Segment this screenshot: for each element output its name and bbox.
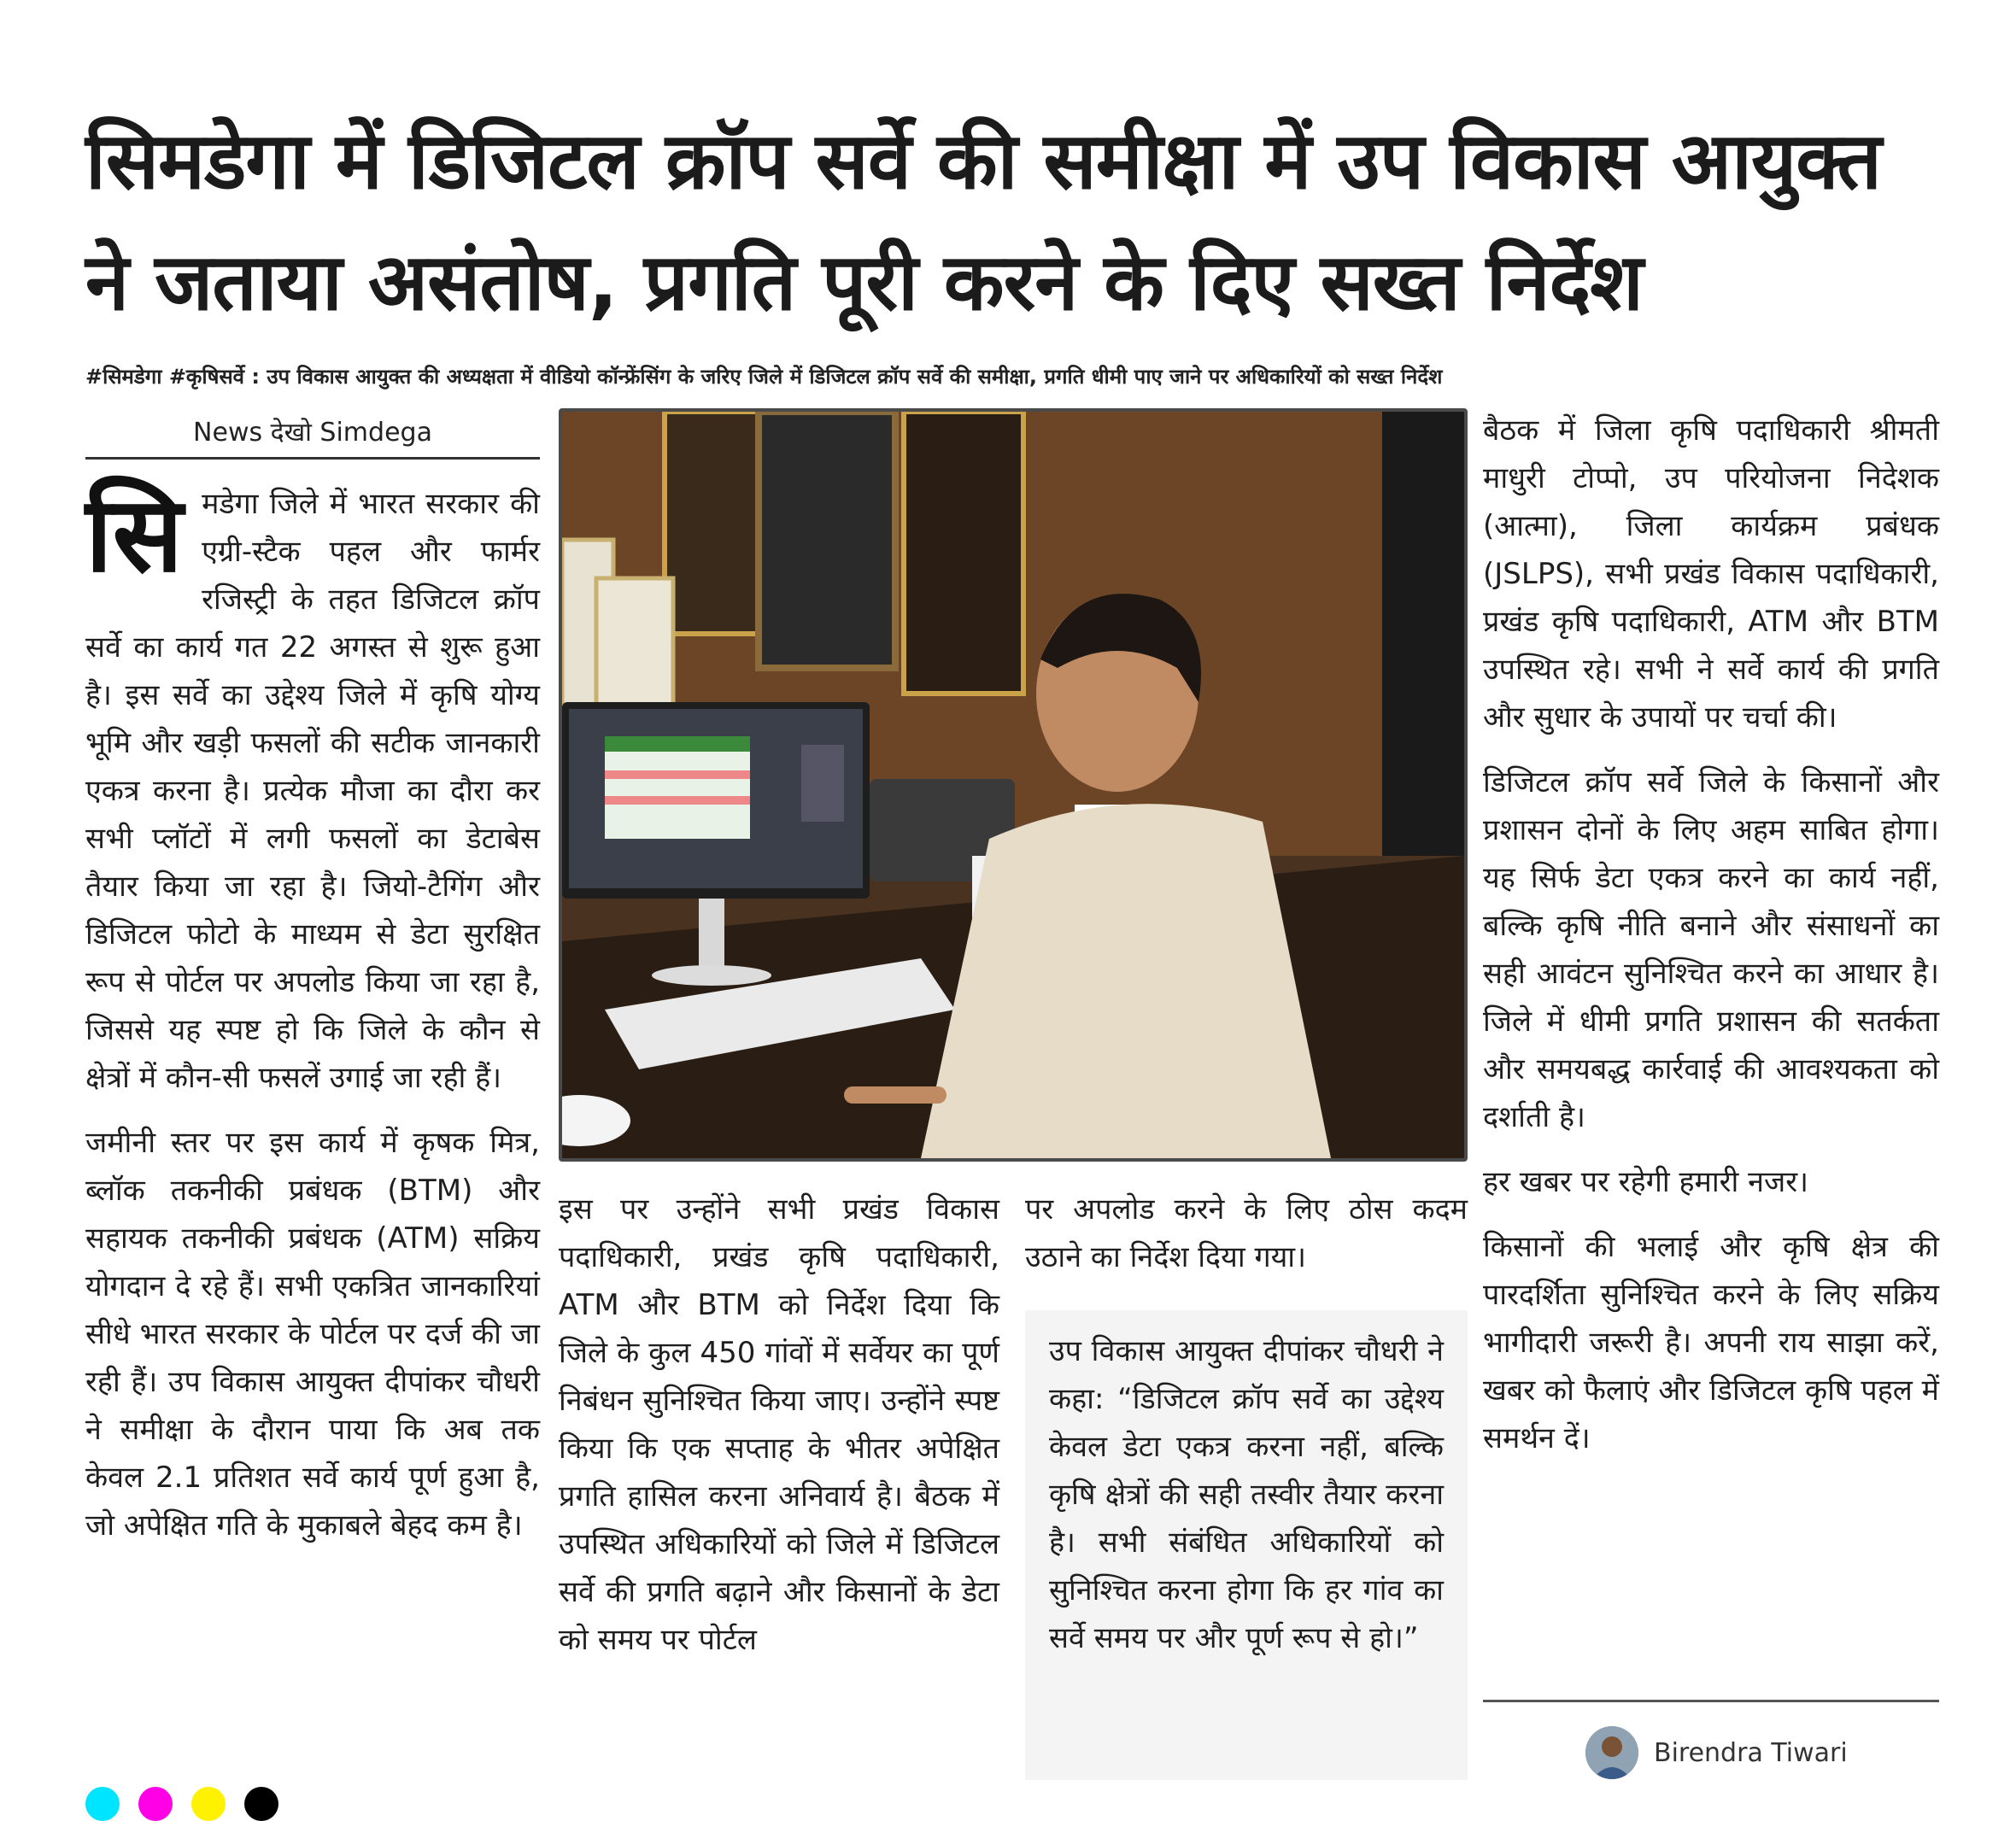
- col4-paragraph-1: बैठक में जिला कृषि पदाधिकारी श्रीमती माधुरी टोप्पो, उप परियोजना निदेशक (आत्मा), जिला कार्यक्रम प्रबंधक (JSLPS), सभी प्रखंड विकास पदाधिकारी, प्रखंड कृषि पदाधिकारी, ATM और BTM उपस्थित रहे। सभी ने सर्वे कार्य की प्रगति और सुधार के उपायों पर चर्चा की।: [1483, 413, 1939, 735]
- column-1: [85, 474, 540, 1566]
- quote-text: उप विकास आयुक्त दीपांकर चौधरी ने कहा: “डिजिटल क्रॉप सर्वे का उद्देश्य केवल डेटा एकत्र करना नहीं, बल्कि कृषि क्षेत्रों की सही तस्वीर तैयार करना है। सभी संबंधित अधिकारियों को सुनिश्चित करना होगा कि हर गांव का सर्वे समय पर और पूर्ण रूप से हो।”: [1049, 1334, 1444, 1655]
- column-4: [1483, 407, 1939, 1479]
- headline: [85, 101, 1948, 343]
- drop-cap: सि: [85, 474, 184, 595]
- col2-paragraph-1: इस पर उन्होंने सभी प्रखंड विकास पदाधिकारी, प्रखंड कृषि पदाधिकारी, ATM और BTM को निर्देश दिया कि जिले के कुल 450 गांवों में सर्वेयर का पूर्ण निबंधन सुनिश्चित किया जाए। उन्होंने स्पष्ट किया कि एक सप्ताह के भीतर अपेक्षित प्रगति हासिल करना अनिवार्य है। बैठक में उपस्थित अधिकारियों को जिले में डिजिटल सर्वे की प्रगति बढ़ाने और किसानों के डेटा को समय पर पोर्टल: [559, 1192, 999, 1657]
- author-divider: [1483, 1700, 1939, 1702]
- author-block: [1585, 1725, 1848, 1780]
- magenta-mark: [138, 1787, 173, 1821]
- col1-paragraph-2: जमीनी स्तर पर इस कार्य में कृषक मित्र, ब्लॉक तकनीकी प्रबंधक (BTM) और सहायक तकनीकी प्रबंधक (ATM) सक्रिय योगदान दे रहे हैं। सभी एकत्रित जानकारियां सीधे भारत सरकार के पोर्टल पर दर्ज की जा रही हैं। उप विकास आयुक्त दीपांकर चौधरी ने समीक्षा के दौरान पाया कि अब तक केवल 2.1 प्रतिशत सर्वे कार्य पूर्ण हुआ है, जो अपेक्षित गति के मुकाबले बेहद कम है।: [85, 1126, 540, 1543]
- col1-paragraph-1-text: मडेगा जिले में भारत सरकार की एग्री-स्टैक पहल और फार्मर रजिस्ट्री के तहत डिजिटल क्रॉप सर्वे का कार्य गत 22 अगस्त से शुरू हुआ है। इस सर्वे का उद्देश्य जिले में कृषि योग्य भूमि और खड़ी फसलों की सटीक जानकारी एकत्र करना है। प्रत्येक मौजा का दौरा कर सभी प्लॉटों में लगी फसलों का डेटाबेस तैयार किया जा रहा है। जियो-टैगिंग और डिजिटल फोटो के माध्यम से डेटा सुरक्षित रूप से पोर्टल पर अपलोड किया जा रहा है, जिससे यह स्पष्ट हो कि जिले के कौन से क्षेत्रों में कौन-सी फसलें उगाई जा रही हैं।: [85, 487, 540, 1095]
- col1-paragraph-1: [85, 474, 540, 1102]
- col4-paragraph-2: डिजिटल क्रॉप सर्वे जिले के किसानों और प्रशासन दोनों के लिए अहम साबित होगा। यह सिर्फ डेटा एकत्र करने का कार्य नहीं, बल्कि कृषि नीति बनाने और संसाधनों का सही आवंटन सुनिश्चित करने का आधार है। जिले में धीमी प्रगति प्रशासन की सतर्कता और समयबद्ध कार्रवाई की आवश्यकता को दर्शाती है।: [1483, 765, 1939, 1134]
- author-avatar: [1585, 1726, 1638, 1779]
- headline-line-1: सिमडेगा में डिजिटल क्रॉप सर्वे की समीक्षा में उप विकास आयुक्त: [85, 115, 1881, 207]
- cyan-mark: [85, 1787, 120, 1821]
- meeting-photo-illustration: [562, 412, 1464, 1158]
- col4-paragraph-3: हर खबर पर रहेगी हमारी नजर।: [1483, 1165, 1809, 1199]
- byline: News देखो Simdega: [193, 418, 432, 448]
- column-3: [1025, 1186, 1468, 1298]
- byline-divider: [85, 457, 540, 460]
- column-2: [559, 1186, 999, 1681]
- headline-line-2: ने जताया असंतोष, प्रगति पूरी करने के दिए सख्त निर्देश: [85, 237, 1643, 328]
- quote-box: [1025, 1310, 1468, 1780]
- subheadline: #सिमडेगा #कृषिसर्वे : उप विकास आयुक्त की अध्यक्षता में वीडियो कॉन्फ्रेंसिंग के जरिए जिले में डिजिटल क्रॉप सर्वे की समीक्षा, प्रगति धीमी पाए जाने पर अधिकारियों को सख्त निर्देश: [85, 365, 1443, 389]
- yellow-mark: [191, 1787, 226, 1821]
- col4-paragraph-4: किसानों की भलाई और कृषि क्षेत्र की पारदर्शिता सुनिश्चित करने के लिए सक्रिय भागीदारी जरूरी है। अपनी राय साझा करें, खबर को फैलाएं और डिजिटल कृषि पहल में समर्थन दें।: [1483, 1230, 1939, 1455]
- black-mark: [244, 1787, 278, 1821]
- print-color-marks: [85, 1787, 278, 1821]
- article-photo: [559, 408, 1468, 1162]
- author-name: Birendra Tiwari: [1654, 1737, 1848, 1768]
- avatar-icon: [1585, 1726, 1638, 1779]
- col3-paragraph-1: पर अपलोड करने के लिए ठोस कदम उठाने का निर्देश दिया गया।: [1025, 1192, 1468, 1274]
